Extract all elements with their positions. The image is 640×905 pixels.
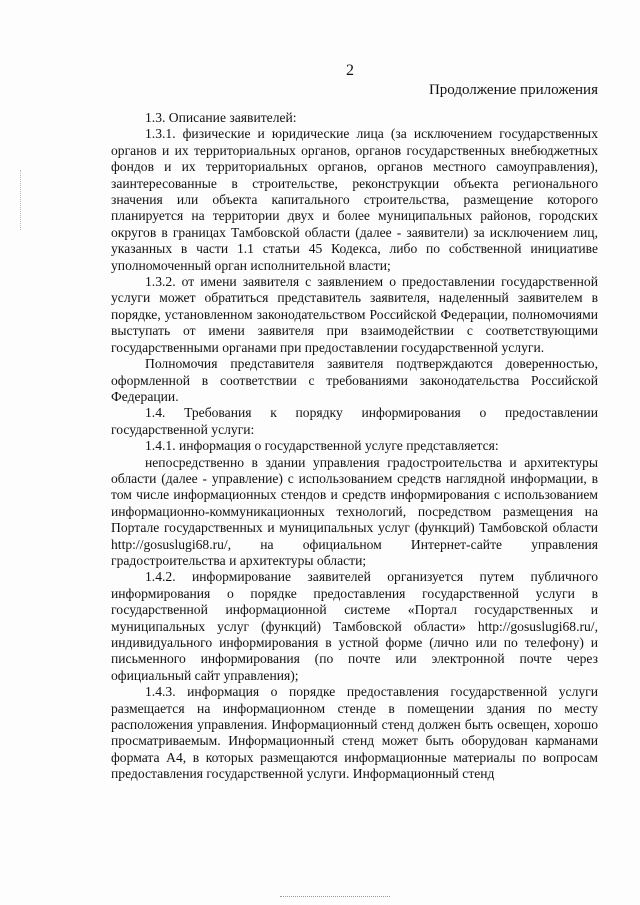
paragraph-1-4-2: 1.4.2. информирование заявителей организуется путем публичного информирования о порядке предоставления государственной услуги в государственной информационной системе «Портал государственных и муниципальных услуг (функций) Тамбовской области» http://gosuslugi68.ru/, индивидуального информирования в устной форме (лично или по телефону) и письменного информирования (по почте или электронной почте через официальный сайт управления); xyxy=(111,569,598,683)
paragraph-1-3-2: 1.3.2. от имени заявителя с заявлением о предоставлении государственной услуги может обратиться представитель заявителя, наделенный заявителем в порядке, установленном законодательством Российской Федерации, полномочиями выступать от имени заявителя при взаимодействии с соответствующими государственными органами при предоставлении государственной услуги. xyxy=(111,274,598,355)
paragraph-1-4-1: 1.4.1. информация о государственной услуге представляется: xyxy=(145,438,499,454)
continuation-label: Продолжение приложения xyxy=(428,82,598,98)
paragraph-1-3-1: 1.3.1. физические и юридические лица (за исключением государственных органов и их территориальных органов, органов государственных внебюджетных фондов и их территориальных органов, органов местного самоуправления), заинтересованные в строительстве, реконструкции объекта регионального значения или объекта капитального строительства, размещение которого планируется на территории двух и более муниципальных районов, городских округов в границах Тамбовской области (далее - заявители) за исключением лиц, указанных в части 1.1 статьи 45 Кодекса, либо по собственной инициативе уполномоченный орган исполнительной власти; xyxy=(111,126,598,273)
paragraph-1-4-3: 1.4.3. информация о порядке предоставления государственной услуги размещается на информационном стенде в помещении здания по месту расположения управления. Информационный стенд должен быть освещен, хорошо просматриваемым. Информационный стенд может быть оборудован карманами формата А4, в которых размещаются информационные материалы по вопросам предоставления государственной услуги. Информационный стенд xyxy=(111,684,598,782)
paragraph-authority: Полномочия представителя заявителя подтверждаются доверенностью, оформленной в соответствии с требованиями законодательства Российской Федерации. xyxy=(111,356,598,404)
section-heading-1-3: 1.3. Описание заявителей: xyxy=(145,110,297,125)
document-body xyxy=(111,110,598,783)
scan-artifact xyxy=(20,170,22,230)
paragraph-direct-info: непосредственно в здании управления градостроительства и архитектуры области (далее - управление) с использованием средств наглядной информации, в том числе информационных стендов и средств информирования с использованием информационно-коммуникационных технологий, посредством размещения на Портале государственных и муниципальных услуг (функций) Тамбовской области http://gosuslugi68.ru/, на официальном Интернет-сайте управления градостроительства и архитектуры области; xyxy=(111,454,598,568)
page-number: 2 xyxy=(346,62,354,79)
scan-artifact-bottom xyxy=(280,896,390,899)
section-heading-1-4: 1.4. Требования к порядку информирования о предоставлении государственной услуги: xyxy=(111,405,598,437)
